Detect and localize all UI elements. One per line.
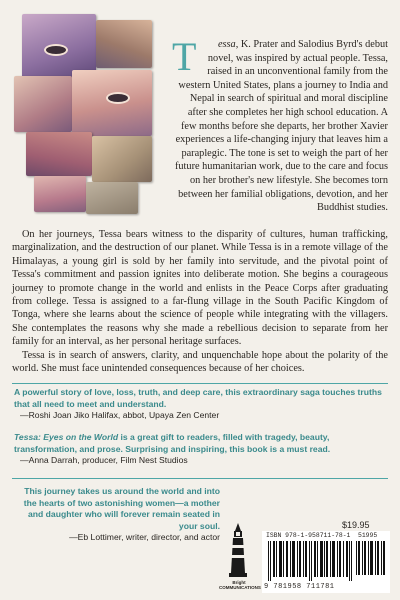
- drop-cap: T: [172, 34, 197, 79]
- publisher-lighthouse-logo: [226, 521, 250, 581]
- eye-detail: [106, 92, 130, 104]
- publisher-name-line2: COMMUNICATIONS: [219, 585, 261, 590]
- blurb-attribution: —Anna Darrah, producer, Film Nest Studios: [20, 455, 188, 466]
- title-italic: essa: [217, 39, 236, 50]
- price: $19.95: [342, 520, 370, 530]
- body-paragraph: Tessa is in search of answers, clarity, and unquenchable hope about the polarity of the world. She must face unintended consequences because of her choices.: [12, 349, 388, 375]
- blurb-quote: A powerful story of love, loss, truth, and deep care, this extraordinary saga touches truths that all need to meet and understand.: [14, 387, 382, 409]
- collage-block: [14, 76, 72, 132]
- blurb-2: [14, 432, 386, 467]
- publisher-name-line1: Bright: [232, 580, 246, 585]
- isbn-text: ISBN 978-1-958711-78-1: [266, 532, 351, 539]
- divider: [12, 383, 388, 384]
- body-paragraph: On her journeys, Tessa bears witness to the disparity of cultures, human trafficking, marginalization, and the destruction of our planet. While Tessa is in a remote village of the Himalayas, a young girl is sold by her family into servitude, and the pivotal point of Tessa's commitment and passion ignites into deliberate motion. She begins a courageous journey to promote change in the world and enlists in the Peace Corps after graduating from college. Tessa is assigned to a far-flung village in the South Pacific Kingdom of Tonga, where she learns about the science of people while integrating with the villagers. She contemplates the reasons why she made a rebellious decision to separate from her family for an interval, as her personal heritage surfaces.: [12, 229, 388, 348]
- collage-block: [92, 136, 152, 182]
- eye-detail: [44, 44, 68, 56]
- synopsis-body: [12, 228, 388, 375]
- intro-text: , K. Prater and Salodius Byrd's debut novel, was inspired by actual people. Tessa, raised in an unconventional family from the western United States, plans a journey to India and Nepal in search of spiritual and moral discipline after she completes her high school education. A few months before she departs, her brother Xavier experiences a life-changing injury that leaves him a paraplegic. The tone is set to weigh the part of her future humanitarian work, due to the care and focus on her brother's new lifestyle. She becomes torn between her familial obligations, devotion, and her Buddhist studies.: [174, 39, 388, 214]
- publisher-name: [219, 580, 259, 590]
- intro-paragraph: [172, 34, 388, 215]
- barcode: [262, 531, 390, 593]
- barcode-bars: [268, 541, 352, 581]
- divider: [12, 478, 388, 479]
- collage-block: [86, 182, 138, 214]
- addon-digits: 51995: [358, 532, 378, 539]
- blurb-book-title: Tessa: Eyes on the World: [14, 432, 119, 442]
- blurb-attribution: —Eb Lottimer, writer, director, and actor: [69, 532, 220, 543]
- collage-block: [96, 20, 152, 68]
- cover-collage-image: [14, 14, 162, 214]
- blurb-3: [14, 486, 220, 544]
- collage-block: [34, 176, 86, 212]
- ean-digits: 9 781958 711781: [264, 583, 335, 591]
- addon-barcode-bars: [356, 541, 386, 575]
- blurb-attribution: —Roshi Joan Jiko Halifax, abbot, Upaya Zen Center: [20, 410, 220, 421]
- blurb-quote: This journey takes us around the world and into the hearts of two astonishing women—a mother and daughter who will forever remain seated in your soul.: [23, 486, 220, 531]
- blurb-quote: is a great gift to readers, filled with tragedy, beauty, transformation, and prose. Surprising and inspiring, this book is a must read.: [14, 432, 331, 454]
- collage-block: [26, 132, 92, 176]
- blurb-1: [14, 387, 386, 422]
